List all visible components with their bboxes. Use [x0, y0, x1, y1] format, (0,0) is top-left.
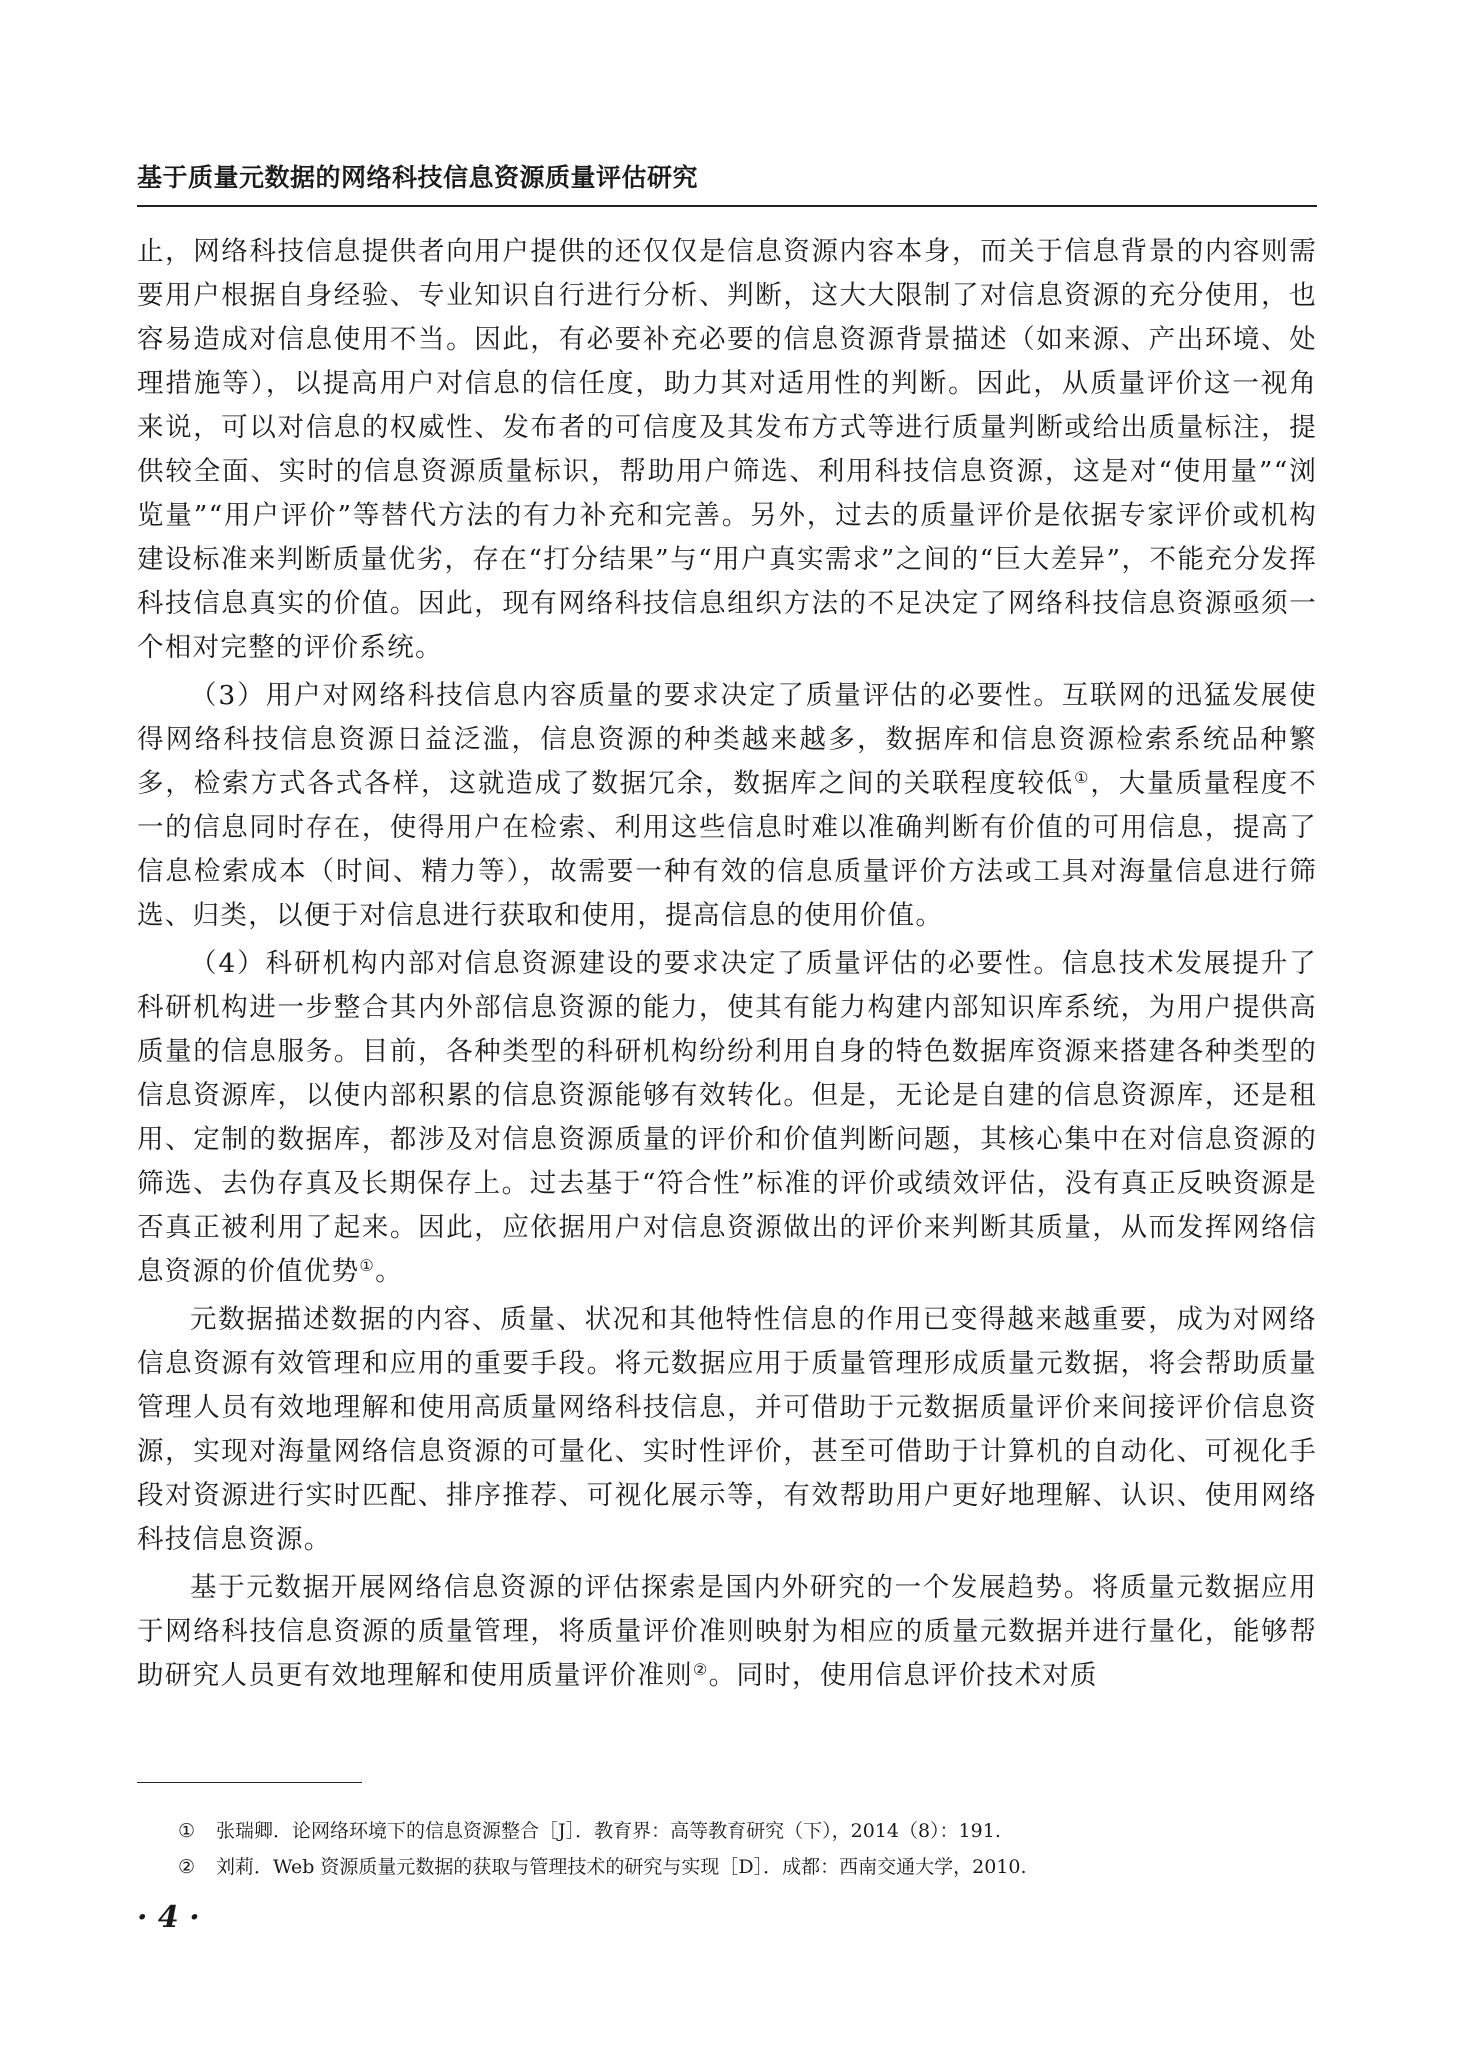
- paragraph-text: 。: [375, 1256, 403, 1287]
- header-rule: [137, 205, 1317, 207]
- paragraph-metadata-trend: [137, 1566, 1317, 1698]
- paragraph-metadata-role: 元数据描述数据的内容、质量、状况和其他特性信息的作用已变得越来越重要，成为对网络信息资源有效管理和应用的重要手段。将元数据应用于质量管理形成质量元数据，将会帮助质量管理人员有效地理解和使用高质量网络科技信息，并可借助于元数据质量评价来间接评价信息资源，实现对海量网络信息资源的可量化、实时性评价，甚至可借助于计算机的自动化、可视化手段对资源进行实时匹配、排序推荐、可视化展示等，有效帮助用户更好地理解、认识、使用网络科技信息资源。: [137, 1304, 1317, 1555]
- body-text: [137, 230, 1317, 1698]
- footnote-ref[interactable]: ①: [1074, 768, 1091, 787]
- footnote-mark: ②: [178, 1856, 196, 1878]
- paragraph-text: （3）用户对网络科技信息内容质量的要求决定了质量评估的必要性。互联网的迅猛发展使得网络科技信息资源日益泛滥，信息资源的种类越来越多，数据库和信息资源检索系统品种繁多，检索方式各式各样，这就造成了数据冗余，数据库之间的关联程度较低: [137, 680, 1317, 799]
- paragraph-continued: 止，网络科技信息提供者向用户提供的还仅仅是信息资源内容本身，而关于信息背景的内容则需要用户根据自身经验、专业知识自行进行分析、判断，这大大限制了对信息资源的充分使用，也容易造成对信息使用不当。因此，有必要补充必要的信息资源背景描述（如来源、产出环境、处理措施等），以提高用户对信息的信任度，助力其对适用性的判断。因此，从质量评价这一视角来说，可以对信息的权威性、发布者的可信度及其发布方式等进行质量判断或给出质量标注，提供较全面、实时的信息资源质量标识，帮助用户筛选、利用科技信息资源，这是对“使用量”“浏览量”“用户评价”等替代方法的有力补充和完善。另外，过去的质量评价是依据专家评价或机构建设标准来判断质量优劣，存在“打分结果”与“用户真实需求”之间的“巨大差异”，不能充分发挥科技信息真实的价值。因此，现有网络科技信息组织方法的不足决定了网络科技信息资源亟须一个相对完整的评价系统。: [137, 236, 1317, 663]
- paragraph-text: 基于元数据开展网络信息资源的评估探索是国内外研究的一个发展趋势。将质量元数据应用于网络科技信息资源的质量管理，将质量评价准则映射为相应的质量元数据并进行量化，能够帮助研究人员更有效地理解和使用质量评价准则: [137, 1572, 1317, 1691]
- footnote-mark: ①: [178, 1820, 196, 1842]
- paragraph-text: （4）科研机构内部对信息资源建设的要求决定了质量评估的必要性。信息技术发展提升了科研机构进一步整合其内外部信息资源的能力，使其有能力构建内部知识库系统，为用户提供高质量的信息服务。目前，各种类型的科研机构纷纷利用自身的特色数据库资源来搭建各种类型的信息资源库，以使内部积累的信息资源能够有效转化。但是，无论是自建的信息资源库，还是租用、定制的数据库，都涉及对信息资源质量的评价和价值判断问题，其核心集中在对信息资源的筛选、去伪存真及长期保存上。过去基于“符合性”标准的评价或绩效评估，没有真正反映资源是否真正被利用了起来。因此，应依据用户对信息资源做出的评价来判断其质量，从而发挥网络信息资源的价值优势: [137, 948, 1317, 1287]
- footnote-ref[interactable]: ②: [693, 1660, 709, 1679]
- running-header: 基于质量元数据的网络科技信息资源质量评估研究: [137, 163, 699, 192]
- footnote-rule: [137, 1782, 362, 1783]
- footnote-item: [178, 1849, 1308, 1885]
- paragraph-point-3: [137, 674, 1317, 938]
- footnote-text: 刘莉．Web 资源质量元数据的获取与管理技术的研究与实现［D］．成都：西南交通大学，2010.: [216, 1856, 1027, 1878]
- footnotes: [178, 1813, 1308, 1885]
- footnote-text: 张瑞卿．论网络环境下的信息资源整合［J］．教育界：高等教育研究（下），2014（8）：191.: [216, 1820, 1001, 1842]
- paragraph-point-4: [137, 942, 1317, 1294]
- page-number: · 4 ·: [137, 1900, 200, 1935]
- paragraph-text: ，大量质量程度不一的信息同时存在，使得用户在检索、利用这些信息时难以准确判断有价值的可用信息，提高了信息检索成本（时间、精力等），故需要一种有效的信息质量评价方法或工具对海量信息进行筛选、归类，以便于对信息进行获取和使用，提高信息的使用价值。: [137, 768, 1317, 931]
- footnote-ref[interactable]: ①: [359, 1256, 376, 1275]
- footnote-item: [178, 1813, 1308, 1849]
- paragraph-text: 。同时，使用信息评价技术对质: [708, 1660, 1098, 1691]
